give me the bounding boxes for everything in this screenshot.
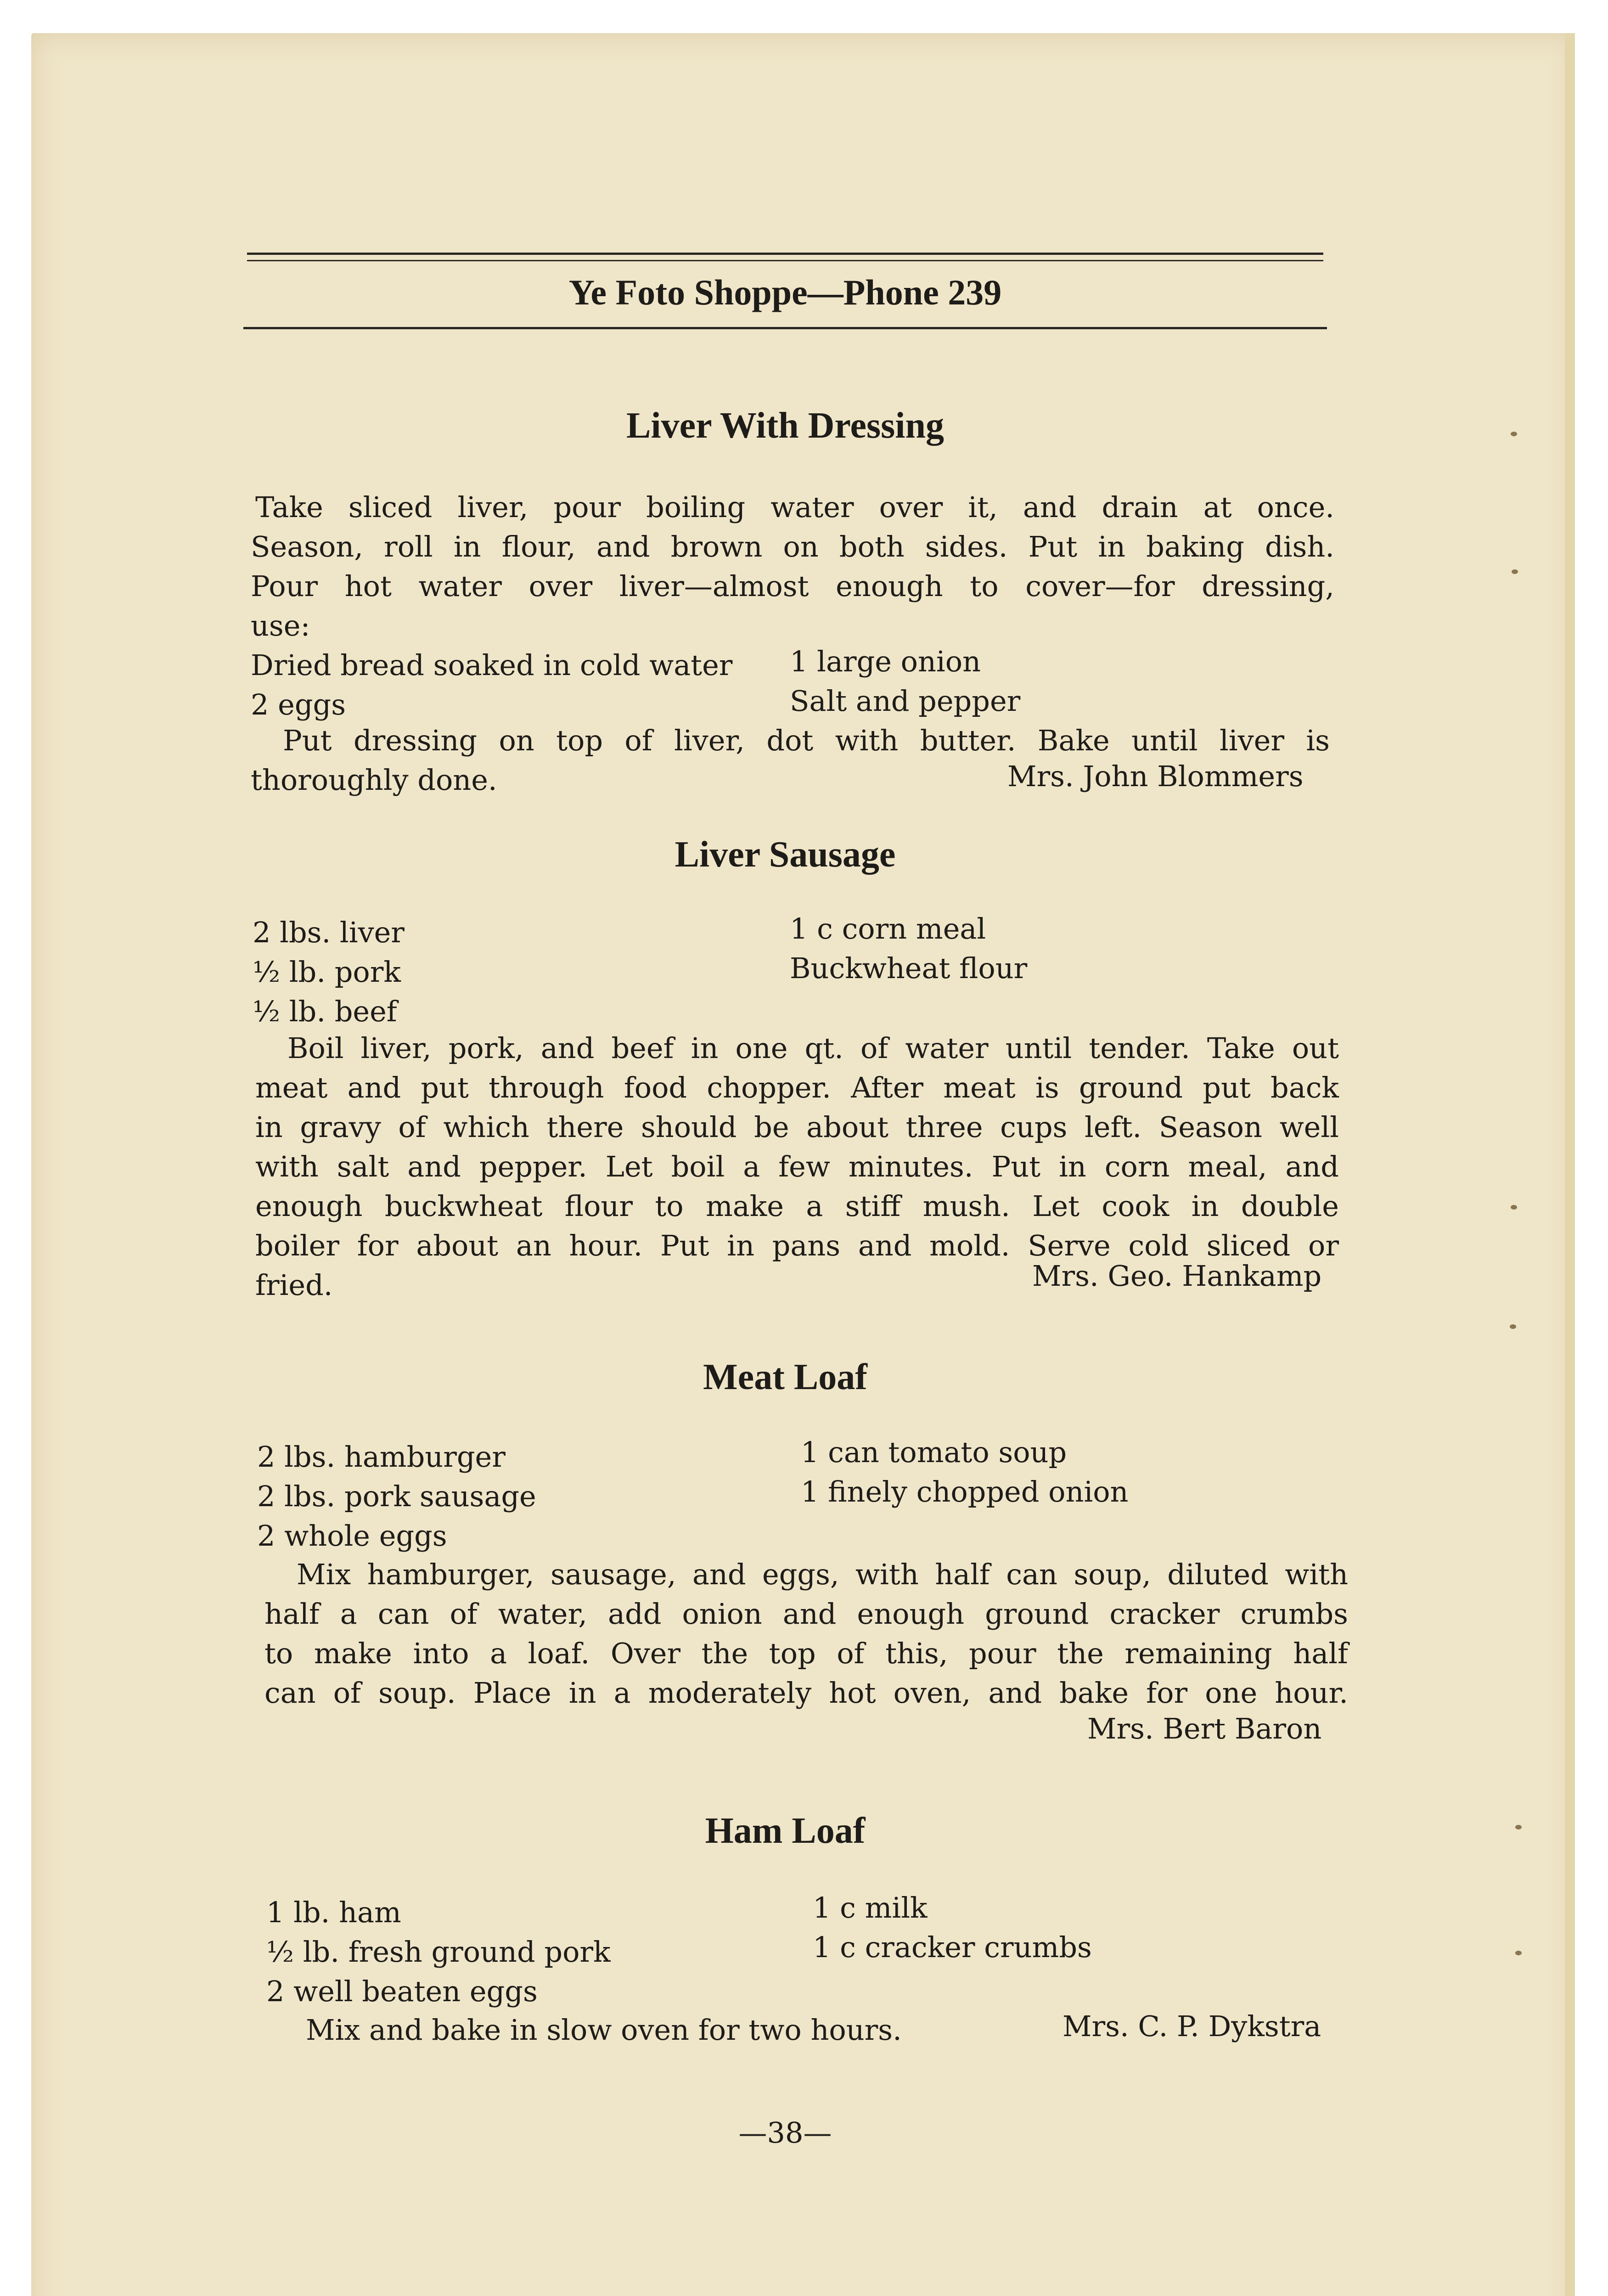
ingredient: Dried bread soaked in cold water	[251, 648, 733, 682]
paper-speck	[1515, 1825, 1522, 1829]
ingredient: ½ lb. fresh ground pork	[266, 1935, 611, 1969]
header-rule	[243, 327, 1327, 329]
ingredient: ½ lb. beef	[253, 995, 397, 1028]
recipe-title: Liver With Dressing	[626, 405, 944, 446]
ingredient: Salt and pepper	[790, 684, 1021, 718]
ingredient: 1 lb. ham	[266, 1896, 401, 1929]
ingredient: 2 whole eggs	[257, 1519, 447, 1553]
ingredient: 1 can tomato soup	[801, 1435, 1067, 1469]
paper-speck	[1511, 432, 1517, 436]
ingredient: 1 c corn meal	[790, 912, 986, 945]
recipe-text-line: Season, roll in flour, and brown on both sides. Put in baking dish.	[251, 530, 1334, 563]
recipe-author: Mrs. Bert Baron	[1087, 1712, 1322, 1745]
recipe-author: Mrs. C. P. Dykstra	[1063, 2009, 1321, 2043]
recipe-text-line: can of soup. Place in a moderately hot oven, and bake for one hour.	[264, 1676, 1348, 1710]
ingredient: 2 eggs	[251, 688, 346, 721]
recipe-text-line: Mix hamburger, sausage, and eggs, with half can soup, diluted with	[297, 1558, 1348, 1591]
page-header: Ye Foto Shoppe—Phone 239	[568, 272, 1002, 312]
paper-speck	[1511, 1205, 1517, 1210]
recipe-text-line: to make into a loaf. Over the top of this, pour the remaining half	[264, 1637, 1348, 1670]
ingredient: ½ lb. pork	[253, 955, 401, 989]
ingredient: 2 lbs. liver	[253, 916, 405, 949]
recipe-text-line: enough buckwheat flour to make a stiff mush. Let cook in double	[255, 1189, 1339, 1223]
recipe-title: Meat Loaf	[703, 1357, 867, 1397]
page-number: —38—	[738, 2116, 832, 2150]
recipe-text-line: thoroughly done.	[251, 763, 497, 797]
header-rule	[247, 260, 1323, 261]
ingredient: 1 large onion	[790, 645, 981, 678]
book-page	[31, 33, 1575, 2296]
page-edge	[1565, 33, 1575, 2296]
recipe-text-line: in gravy of which there should be about three cups left. Season well	[255, 1110, 1339, 1144]
ingredient: 2 lbs. pork sausage	[257, 1480, 536, 1513]
ingredient: 2 lbs. hamburger	[257, 1440, 506, 1474]
recipe-text-line: half a can of water, add onion and enough ground cracker crumbs	[264, 1597, 1348, 1631]
paper-speck	[1515, 1951, 1522, 1955]
recipe-text-line: Boil liver, pork, and beef in one qt. of water until tender. Take out	[287, 1031, 1339, 1065]
recipe-title: Liver Sausage	[675, 834, 896, 875]
recipe-text-line: Take sliced liver, pour boiling water over it, and drain at once.	[255, 490, 1334, 524]
recipe-author: Mrs. Geo. Hankamp	[1032, 1259, 1322, 1293]
recipe-text-line: with salt and pepper. Let boil a few minutes. Put in corn meal, and	[255, 1150, 1339, 1183]
ingredient: 1 finely chopped onion	[801, 1475, 1129, 1508]
recipe-text-line: fried.	[255, 1268, 333, 1302]
ingredient: 2 well beaten eggs	[266, 1975, 538, 2008]
recipe-text-line: meat and put through food chopper. After meat is ground put back	[255, 1071, 1339, 1104]
paper-speck	[1512, 569, 1518, 574]
recipe-text-line: use:	[251, 609, 310, 642]
header-rule	[247, 253, 1323, 255]
recipe-text-line: boiler for about an hour. Put in pans and mold. Serve cold sliced or	[255, 1229, 1339, 1262]
ingredient: 1 c cracker crumbs	[813, 1930, 1092, 1964]
ingredient: Buckwheat flour	[790, 951, 1028, 985]
recipe-text-line: Put dressing on top of liver, dot with butter. Bake until liver is	[283, 724, 1330, 757]
recipe-text-line: Mix and bake in slow oven for two hours.	[306, 2013, 902, 2047]
recipe-text-line: Pour hot water over liver—almost enough to cover—for dressing,	[251, 569, 1334, 603]
recipe-author: Mrs. John Blommers	[1007, 760, 1304, 793]
recipe-title: Ham Loaf	[705, 1811, 866, 1851]
paper-speck	[1510, 1324, 1516, 1329]
ingredient: 1 c milk	[813, 1891, 928, 1925]
